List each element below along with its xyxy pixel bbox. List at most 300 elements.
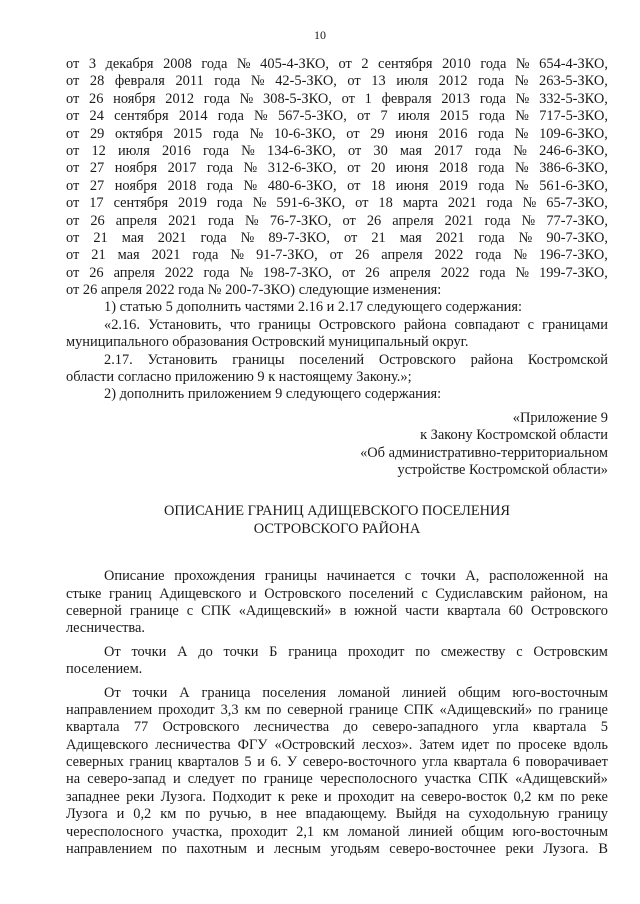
paragraph-line: лесничества.	[66, 620, 145, 637]
word: 654-4-ЗКО,	[539, 56, 608, 72]
word: СПК	[478, 771, 508, 788]
word: года	[207, 212, 234, 229]
word: 405-4-ЗКО,	[260, 56, 329, 72]
page-number: 10	[314, 28, 326, 42]
word: юго-восточным	[512, 684, 608, 701]
boundary-paragraph-3	[66, 685, 608, 859]
word: от	[342, 212, 356, 229]
word: 17	[89, 195, 104, 212]
word: сентября	[113, 195, 169, 212]
word: №	[514, 125, 529, 142]
word: района	[470, 351, 514, 368]
word: апреля	[392, 212, 434, 229]
word: смежеству	[440, 643, 506, 660]
heading-line: ОПИСАНИЕ ГРАНИЦ АДИЩЕВСКОГО ПОСЕЛЕНИЯ	[163, 503, 511, 520]
word: прохождения	[174, 568, 256, 585]
word: июня	[395, 177, 429, 194]
word: южной	[354, 602, 398, 619]
word: февраля	[114, 73, 165, 90]
word: 3	[88, 56, 97, 72]
appendix-line: к Закону Костромской области	[420, 427, 608, 444]
word: вдоль	[573, 736, 608, 753]
word: реке	[581, 788, 608, 805]
word: 21	[371, 229, 386, 246]
word: угла	[422, 754, 448, 771]
word: с	[516, 643, 523, 660]
word: года	[201, 56, 228, 72]
word: июня	[395, 125, 428, 142]
word: квартала	[453, 754, 508, 771]
word: с	[186, 602, 194, 619]
intro-line	[66, 91, 608, 108]
word: просеке	[517, 736, 567, 753]
word: мая	[117, 247, 140, 264]
word: км	[537, 788, 554, 805]
word: 89-7-ЗКО,	[268, 229, 330, 246]
word: границами	[542, 316, 608, 333]
word: года	[479, 108, 506, 125]
word: 2021	[157, 229, 187, 246]
word: участка,	[172, 823, 223, 840]
intro-line	[66, 247, 608, 264]
word: Судиславским	[435, 585, 523, 602]
word: реке	[290, 788, 318, 805]
word: Установить	[147, 351, 218, 368]
word: от	[66, 73, 80, 90]
paragraph-line	[66, 603, 608, 620]
word: Установить,	[148, 316, 222, 333]
word: года	[478, 125, 505, 142]
word: 561-6-ЗКО,	[539, 177, 608, 194]
word: 26	[90, 212, 105, 229]
word: 308-5-ЗКО,	[263, 90, 332, 107]
word: стыке	[66, 585, 102, 602]
word: 591-6-ЗКО,	[276, 195, 346, 212]
word: проходит	[347, 643, 405, 660]
word: линией	[408, 823, 453, 840]
word: Островского	[378, 351, 456, 368]
word: 263-5-ЗКО,	[539, 73, 608, 90]
word: 60	[508, 602, 523, 619]
word: года	[217, 108, 244, 125]
word: А	[177, 643, 188, 660]
word: Островского	[530, 602, 608, 619]
appendix-line: устройстве Костромской области»	[397, 461, 608, 478]
word: от	[355, 195, 369, 212]
intro-line	[66, 126, 608, 143]
word: 2008	[163, 56, 192, 72]
word: точки	[420, 568, 456, 585]
word: проходит	[337, 788, 395, 805]
word: 386-6-ЗКО,	[539, 160, 608, 177]
word: года	[475, 142, 502, 159]
word: года	[479, 90, 506, 107]
word: Адищевского	[159, 585, 242, 602]
word: района	[403, 316, 447, 333]
word: №	[522, 195, 537, 212]
word: №	[515, 56, 530, 72]
word: №	[240, 229, 255, 246]
word: «Адищевский»	[439, 701, 533, 718]
word: июля	[396, 73, 429, 90]
word: угодьям	[330, 841, 380, 858]
word: года	[203, 264, 230, 281]
word: 2019	[178, 195, 207, 212]
word: по	[496, 736, 511, 753]
word: северной	[66, 602, 122, 619]
word: идет	[461, 736, 490, 753]
word: 2019	[439, 177, 468, 194]
word: года	[192, 247, 219, 264]
word: №	[514, 160, 529, 177]
word: 24	[89, 108, 104, 125]
paragraph-line	[66, 737, 608, 754]
word: от	[66, 160, 80, 177]
word: «Адищевский»	[515, 771, 608, 788]
word: части	[405, 602, 440, 619]
word: чересполосного	[319, 771, 418, 788]
paragraph-line	[66, 644, 608, 661]
word: от	[347, 177, 361, 194]
word: впадающему.	[305, 806, 387, 823]
word: поселений	[299, 351, 365, 368]
word: марта	[402, 195, 438, 212]
word: 30	[373, 142, 388, 159]
word: 567-5-ЗКО,	[277, 108, 347, 125]
word: от	[344, 229, 358, 246]
word: Лузога	[66, 806, 108, 823]
word: точки	[131, 643, 167, 660]
word: 21	[93, 229, 108, 246]
word: на	[400, 788, 415, 805]
word: 2016	[162, 142, 191, 159]
word: 26	[89, 264, 104, 281]
word: декабря	[105, 56, 154, 72]
word: ФГУ	[237, 736, 268, 753]
word: года	[214, 73, 241, 90]
word: №	[249, 125, 264, 142]
paragraph-line	[66, 754, 608, 771]
word: поселения	[262, 684, 327, 701]
word: мая	[121, 229, 144, 246]
word: от	[66, 177, 80, 194]
word: северо-запад	[87, 771, 166, 788]
word: квартала	[66, 719, 120, 736]
word: А,	[465, 568, 480, 585]
intro-last-line: от 26 апреля 2022 года № 200-7-ЗКО) следующие изменения:	[66, 282, 442, 299]
word: 312-6-ЗКО,	[267, 160, 337, 177]
word: км	[160, 806, 177, 823]
word: от	[357, 108, 371, 125]
word: по	[241, 771, 257, 788]
word: проходит	[231, 823, 288, 840]
word: 0,2	[133, 806, 152, 823]
intro-line	[66, 108, 608, 125]
amendment-item-1: 1) статью 5 дополнить частями 2.16 и 2.17 следующего содержания:	[104, 299, 522, 316]
word: Адищевского	[66, 736, 149, 753]
word: до	[343, 719, 358, 736]
word: что	[229, 316, 251, 333]
word: 21	[91, 247, 106, 264]
word: точки	[223, 643, 259, 660]
word: от	[341, 90, 355, 107]
word: №	[513, 142, 527, 159]
word: от	[66, 247, 80, 264]
word: лесничества	[155, 736, 231, 753]
word: 2021	[151, 247, 181, 264]
word: 109-6-ЗКО,	[539, 125, 608, 142]
word: 29	[370, 125, 385, 142]
word: в	[339, 602, 347, 619]
word: границ	[129, 754, 173, 771]
intro-line	[66, 195, 608, 212]
word: Островского	[264, 585, 342, 602]
word: начинается	[326, 568, 396, 585]
article-2-17-line: области согласно приложению 9 к настоящему Закону.»;	[66, 369, 412, 386]
word: 27	[89, 160, 105, 177]
word: №	[254, 108, 268, 125]
word: апреля	[113, 264, 155, 281]
word: года	[480, 56, 507, 72]
word: Костромской	[527, 351, 608, 368]
word: лесничества	[253, 719, 330, 736]
word: 2021	[168, 212, 197, 229]
word: сентября	[114, 108, 169, 125]
word: ручью,	[209, 806, 252, 823]
word: 2022	[440, 264, 470, 281]
word: апреля	[115, 212, 158, 229]
word: границе	[263, 771, 313, 788]
word: совпадают	[454, 316, 520, 333]
word: 2021	[444, 212, 474, 229]
word: Выйдя	[395, 806, 437, 823]
word: апреля	[389, 264, 431, 281]
word: ломаной	[337, 684, 391, 701]
word: граница	[201, 684, 251, 701]
word: нее	[276, 806, 297, 823]
paragraph-line	[66, 702, 608, 719]
word: №	[243, 160, 258, 177]
paragraph-line	[66, 771, 608, 788]
word: от	[66, 142, 80, 159]
word: границ	[108, 585, 152, 602]
word: от	[66, 56, 80, 72]
word: на	[593, 585, 608, 602]
word: и	[116, 806, 125, 823]
word: «Адищевский»	[238, 602, 332, 619]
word: 76-7-ЗКО,	[269, 212, 332, 229]
word: от	[347, 73, 361, 90]
intro-line	[66, 230, 608, 247]
word: по	[266, 701, 282, 718]
word: 26	[354, 247, 370, 264]
word: года	[479, 264, 506, 281]
word: №	[230, 247, 245, 264]
word: 2010	[442, 56, 471, 72]
word: СПК	[201, 602, 231, 619]
word: общим	[458, 684, 501, 701]
word: 26	[366, 212, 382, 229]
word: квартала	[447, 602, 501, 619]
word: 717-5-ЗКО,	[539, 108, 608, 125]
intro-line	[66, 178, 608, 195]
word: 2018	[439, 160, 468, 177]
word: 77-7-ЗКО,	[546, 212, 608, 229]
word: кварталов	[177, 754, 239, 771]
word: границы	[258, 316, 311, 333]
word: №	[236, 56, 251, 72]
word: №	[521, 212, 536, 229]
word: точки	[132, 684, 168, 701]
word: У	[286, 754, 298, 771]
word: года	[478, 177, 505, 194]
word: №	[515, 264, 530, 281]
word: 6.	[270, 754, 282, 771]
word: угла	[492, 719, 519, 736]
word: квартала	[532, 719, 587, 736]
word: с	[527, 316, 535, 333]
word: реки	[505, 841, 534, 858]
word: Островского	[162, 719, 240, 736]
word: юго-восточным	[512, 823, 608, 840]
word: реки	[126, 788, 155, 805]
word: 2,1	[296, 823, 315, 840]
word: Подходит	[212, 788, 272, 805]
word: 3,3	[220, 701, 239, 718]
article-2-17-line	[66, 352, 608, 369]
word: №	[245, 212, 259, 229]
word: чересполосного	[66, 823, 164, 840]
word: октября	[114, 125, 163, 142]
word: границе	[129, 602, 179, 619]
word: 2011	[175, 73, 204, 90]
word: №	[515, 108, 529, 125]
word: км	[322, 823, 339, 840]
word: северо-восточнее	[389, 841, 496, 858]
word: Затем	[419, 736, 455, 753]
word: №	[241, 142, 255, 159]
word: 65-7-ЗКО,	[546, 195, 608, 212]
word: от	[66, 212, 80, 229]
word: границе	[349, 701, 399, 718]
word: от	[66, 125, 80, 142]
word: №	[252, 195, 267, 212]
word: от	[66, 108, 80, 125]
amendment-item-2: 2) дополнить приложением 9 следующего содержания:	[104, 386, 442, 403]
word: поселений	[348, 585, 414, 602]
word: 1	[364, 90, 372, 107]
word: от	[66, 90, 80, 107]
word: №	[514, 177, 529, 194]
paragraph-line	[66, 568, 608, 585]
word: 2	[361, 56, 369, 72]
paragraph-line: поселением.	[66, 661, 143, 678]
word: 10-6-ЗКО,	[273, 125, 336, 142]
word: северных	[66, 754, 124, 771]
word: северо-восточного	[302, 754, 417, 771]
word: северной	[287, 701, 344, 718]
paragraph-line	[66, 685, 608, 702]
paragraph-line	[66, 841, 608, 858]
word: 28	[89, 73, 105, 90]
word: Лузога.	[543, 841, 589, 858]
word: 6	[512, 754, 520, 771]
word: года	[475, 247, 502, 264]
word: №	[250, 73, 265, 90]
word: 134-6-ЗКО,	[267, 142, 336, 159]
word: следует	[187, 771, 235, 788]
intro-line	[66, 56, 608, 73]
word: От	[104, 684, 121, 701]
word: границы	[232, 351, 285, 368]
word: 2017	[167, 160, 197, 177]
word: 18	[378, 195, 393, 212]
word: 90-7-ЗКО,	[546, 229, 608, 246]
word: 2015	[440, 108, 469, 125]
word: проходит	[158, 701, 215, 718]
word: 2015	[173, 125, 203, 142]
word: 332-5-ЗКО,	[539, 90, 608, 107]
word: границе	[558, 701, 608, 718]
word: 196-7-ЗКО,	[539, 247, 608, 264]
word: 26	[365, 264, 380, 281]
section-heading	[66, 503, 608, 538]
word: №	[239, 90, 254, 107]
word: от	[338, 56, 352, 72]
word: 2021	[447, 195, 477, 212]
word: №	[514, 73, 529, 90]
paragraph-line	[66, 789, 608, 806]
word: года	[486, 195, 513, 212]
appendix-line: «Приложение 9	[512, 409, 608, 426]
word: суходольную	[468, 806, 550, 823]
word: года	[478, 160, 505, 177]
word: и	[172, 771, 181, 788]
word: 2022	[434, 247, 464, 264]
word: Островским	[533, 643, 608, 660]
word: 246-6-ЗКО,	[539, 142, 608, 159]
word: на	[445, 806, 460, 823]
word: года	[202, 142, 229, 159]
word: 480-6-ЗКО,	[267, 177, 337, 194]
word: направлением	[66, 701, 153, 718]
intro-line	[66, 73, 608, 90]
word: года	[478, 73, 505, 90]
word: поворачивает	[525, 754, 608, 771]
word: участка	[424, 771, 472, 788]
word: 42-5-ЗКО,	[275, 73, 337, 90]
word: с	[404, 568, 412, 585]
heading-line: ОСТРОВСКОГО РАЙОНА	[253, 520, 421, 537]
word: с	[421, 585, 428, 602]
word: 18	[370, 177, 386, 194]
word: от	[66, 229, 80, 246]
word: от	[66, 264, 80, 281]
word: 2012	[165, 90, 195, 107]
word: 199-7-ЗКО,	[539, 264, 608, 281]
word: границы	[264, 568, 318, 585]
word: Б	[269, 643, 278, 660]
paragraph-line	[66, 586, 608, 603]
word: границу	[558, 806, 608, 823]
word: в	[260, 806, 268, 823]
word: «Островский	[274, 736, 355, 753]
word: и	[257, 754, 265, 771]
paragraph-line	[66, 806, 608, 823]
word: по	[185, 806, 201, 823]
word: А	[179, 684, 190, 701]
boundary-paragraph-1	[66, 568, 608, 638]
